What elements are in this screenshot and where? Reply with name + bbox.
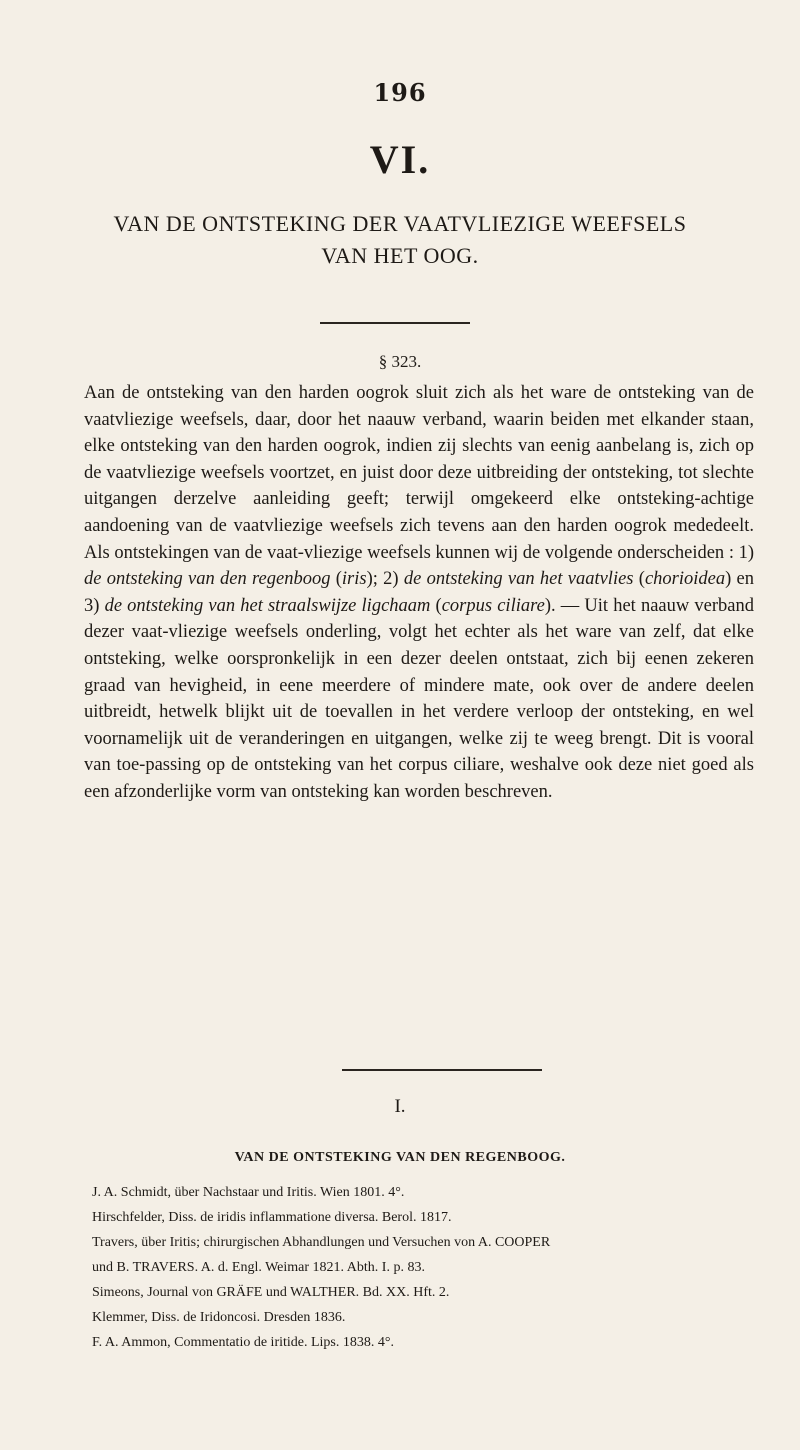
chapter-title xyxy=(60,208,740,272)
italic-term: de ontsteking van het straalswijze ligchaam xyxy=(104,595,431,616)
reference-list xyxy=(92,1180,762,1355)
italic-term: de ontsteking van den regenboog xyxy=(84,569,331,590)
subsection-title: VAN DE ONTSTEKING VAN DEN REGENBOOG. xyxy=(234,1150,566,1165)
divider-rule xyxy=(320,322,470,324)
paragraph-text: ( xyxy=(430,595,442,616)
section-number: § 323. xyxy=(378,352,422,371)
chapter-numeral: VI. xyxy=(369,137,431,182)
paragraph-text: ( xyxy=(330,569,342,590)
italic-term: iris xyxy=(341,569,367,590)
reference-item: Travers, über Iritis; chirurgischen Abhandlungen und Versuchen von A. COOPER xyxy=(92,1235,551,1250)
italic-term: corpus ciliare xyxy=(441,595,545,616)
divider-rule xyxy=(342,1069,542,1071)
section-paragraph xyxy=(84,380,754,806)
reference-item: J. A. Schmidt, über Nachstaar und Iritis. Wien 1801. 4°. xyxy=(92,1185,405,1200)
italic-term: de ontsteking van het vaatvlies xyxy=(403,569,634,590)
paragraph-text: ) en 3) xyxy=(84,569,754,616)
chapter-title-line-1: VAN DE ONTSTEKING DER VAATVLIEZIGE WEEFSELS xyxy=(113,211,687,236)
chapter-title-line-2: VAN HET OOG. xyxy=(321,243,479,268)
reference-item: und B. TRAVERS. A. d. Engl. Weimar 1821. Abth. I. p. 83. xyxy=(92,1260,425,1275)
reference-item: Simeons, Journal von GRÄFE und WALTHER. Bd. XX. Hft. 2. xyxy=(92,1285,450,1300)
paragraph-text: ( xyxy=(633,569,645,590)
italic-term: chorioidea xyxy=(644,569,726,590)
paragraph-text: ). — Uit het naauw verband dezer vaat-vliezige weefsels onderling, volgt het echter als het ware van zelf, dat elke ontsteking, welke oorspronkelijk in een dezer deelen ontstaat, zich bij eenen zekeren graad van hevigheid, in eene meerdere of mindere mate, ook over de andere deelen uitbreidt, hetwelk blijkt uit de toevallen in het verdere verloop der ontsteking, en wel voornamelijk uit de veranderingen en uitgangen, welke zij te weeg brengt. Dit is vooral van toe-passing op de ontsteking van het corpus ciliare, weshalve ook deze niet goed als een afzonderlijke vorm van ontsteking kan worden beschreven. xyxy=(84,595,754,802)
page-number: 196 xyxy=(373,78,427,107)
paragraph-text: Aan de ontsteking van den harden oogrok sluit zich als het ware de ontsteking van de vaatvliezige weefsels, daar, door het naauw verband, waarin beiden met elkander staan, elke ontsteking van den harden oogrok, indien zij slechts van eenig aanbelang is, zich op de vaatvliezige weefsels voortzet, en juist door deze uitbreiding der ontsteking, tot slechte uitgangen derzelve aanleiding geeft; terwijl omgekeerd elke ontsteking-achtige aandoening van de vaatvliezige weefsels zich tevens aan den harden oogrok mededeelt. Als ontstekingen van de vaat-vliezige weefsels kunnen wij de volgende onderscheiden : 1) xyxy=(84,383,754,563)
reference-item: Klemmer, Diss. de Iridoncosi. Dresden 1836. xyxy=(92,1310,346,1325)
subsection-numeral: I. xyxy=(394,1096,406,1117)
paragraph-text: ); 2) xyxy=(366,569,404,590)
reference-item: Hirschfelder, Diss. de iridis inflammatione diversa. Berol. 1817. xyxy=(92,1210,452,1225)
reference-item: F. A. Ammon, Commentatio de iritide. Lips. 1838. 4°. xyxy=(92,1335,394,1350)
